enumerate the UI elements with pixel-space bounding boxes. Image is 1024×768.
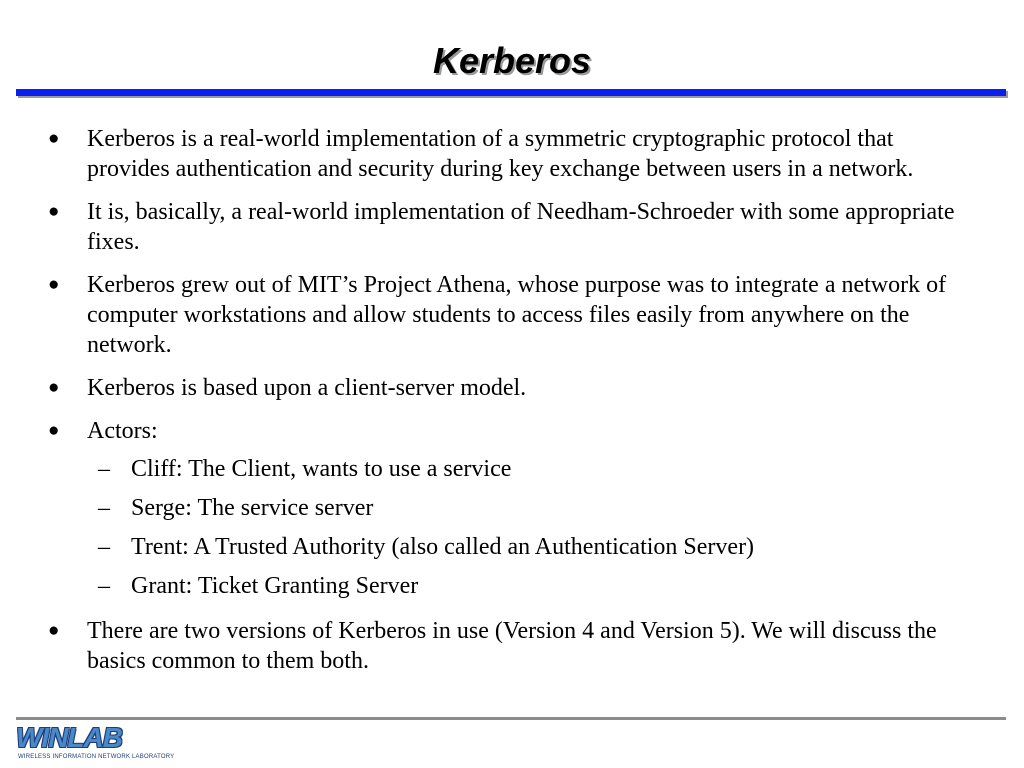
sub-bullet-marker: –	[98, 456, 110, 482]
actor-text: Trent: A Trusted Authority (also called an Authentication Server)	[131, 534, 755, 560]
bullet-text: It is, basically, a real-world implementation of Needham-Schroeder with some appropriate fixes.	[87, 199, 955, 255]
bullet-marker: ●	[48, 274, 60, 295]
actor-item	[87, 571, 976, 601]
actor-item	[87, 493, 976, 523]
logo-wordmark: WINLAB	[16, 722, 122, 753]
bullet-item	[46, 373, 976, 403]
footer-divider	[16, 717, 1006, 720]
bullet-marker: ●	[48, 201, 60, 222]
bullet-marker: ●	[48, 420, 60, 441]
bullet-text: Actors:	[87, 418, 158, 444]
title-divider	[16, 89, 1006, 96]
bullet-text: Kerberos grew out of MIT’s Project Athena, whose purpose was to integrate a network of computer workstations and allow students to access files easily from anywhere on the network.	[87, 272, 947, 358]
slide-body	[46, 124, 976, 689]
sub-bullet-marker: –	[98, 534, 110, 560]
actor-text: Cliff: The Client, wants to use a service	[131, 456, 512, 482]
bullet-item-actors	[46, 416, 976, 601]
actor-text: Grant: Ticket Granting Server	[131, 573, 419, 599]
sub-bullet-marker: –	[98, 495, 110, 521]
bullet-marker: ●	[48, 128, 60, 149]
bullet-item	[46, 616, 976, 676]
actors-list	[87, 454, 976, 601]
bullet-text: Kerberos is a real-world implementation of a symmetric cryptographic protocol that provides authentication and security during key exchange between users in a network.	[87, 126, 914, 182]
bullet-item	[46, 270, 976, 360]
logo-subtitle: WIRELESS INFORMATION NETWORK LABORATORY	[18, 754, 175, 760]
sub-bullet-marker: –	[98, 573, 110, 599]
winlab-logo	[16, 722, 175, 763]
actor-text: Serge: The service server	[131, 495, 374, 521]
actor-item	[87, 532, 976, 562]
bullet-text: Kerberos is based upon a client-server model.	[87, 375, 527, 401]
actor-item	[87, 454, 976, 484]
bullet-item	[46, 124, 976, 184]
bullet-item	[46, 197, 976, 257]
bullet-marker: ●	[48, 377, 60, 398]
slide-title: Kerberos	[432, 40, 592, 81]
bullet-text: There are two versions of Kerberos in use (Version 4 and Version 5). We will discuss the basics common to them both.	[87, 618, 937, 674]
bullet-marker: ●	[48, 620, 60, 641]
